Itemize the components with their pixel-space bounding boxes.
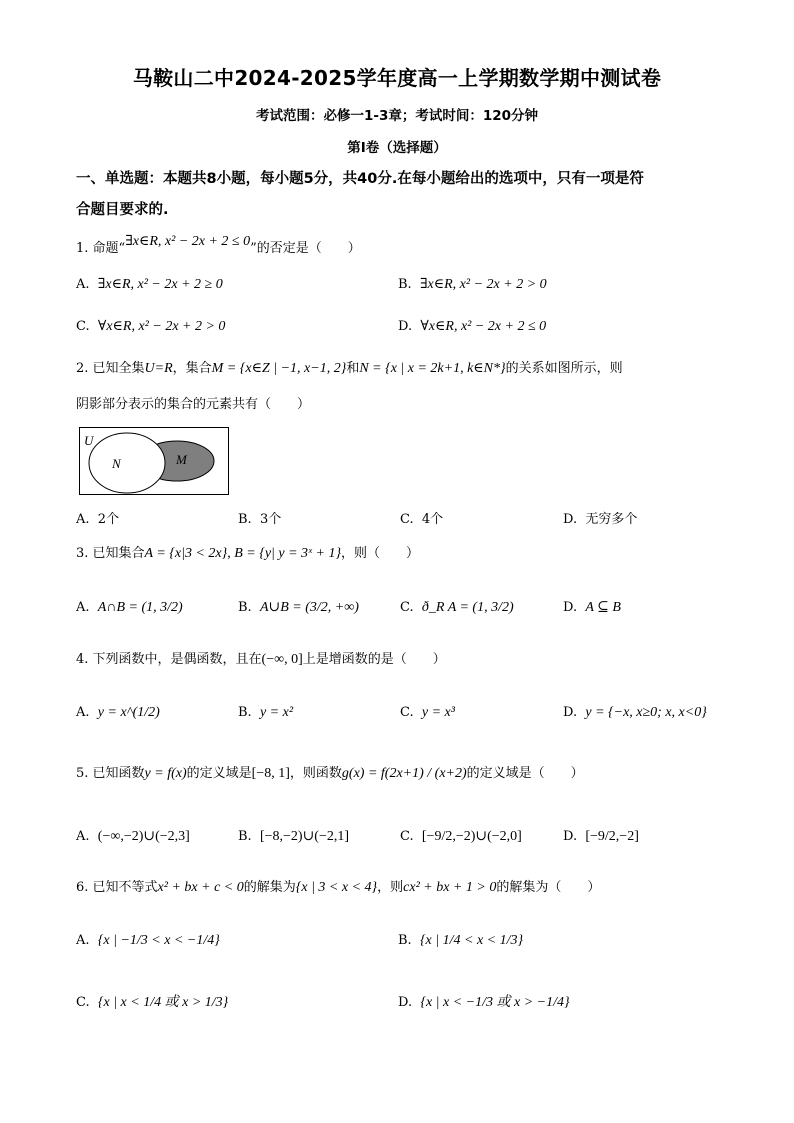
q3-option-c-label: C. — [400, 600, 414, 615]
q6-option-c — [76, 994, 228, 1012]
q5-option-d-text: [−9/2,−2] — [585, 829, 639, 844]
q2-option-a-text: 2个 — [97, 512, 120, 527]
q5-option-c-text: [−9/2,−2)∪(−2,0] — [421, 829, 522, 844]
q6-option-d-label: D. — [398, 995, 413, 1010]
q3-option-d-text: A ⊆ B — [585, 600, 621, 615]
q6-suffix: 的解集为（ ） — [496, 880, 601, 895]
venn-label-u: U — [84, 433, 94, 448]
q5-option-b-label: B. — [238, 829, 252, 844]
q2-option-d-label: D. — [563, 512, 578, 527]
q1-option-c-label: C. — [76, 319, 90, 334]
question-2-stem-line1 — [76, 360, 623, 378]
q6-option-b — [398, 932, 523, 950]
q6-option-d-text: {x | x < −1/3 或 x > −1/4} — [420, 995, 570, 1010]
q2-option-d-text: 无穷多个 — [585, 512, 638, 527]
q4-option-d — [563, 704, 707, 722]
section-heading-line1: 一、单选题：本题共8小题，每小题5分，共40分.在每小题给出的选项中，只有一项是符 — [76, 171, 644, 187]
q3-option-b-text: A∪B = (3/2, +∞) — [259, 600, 359, 615]
section-heading-line2: 合题目要求的. — [76, 202, 169, 218]
q3-prefix: 3. 已知集合 — [76, 546, 145, 561]
q1-option-b-label: B. — [398, 277, 412, 292]
q6-option-c-label: C. — [76, 995, 90, 1010]
q2-mid1: ，集合 — [172, 361, 212, 376]
q4-option-b-text: y = x² — [259, 705, 294, 720]
question-1-stem — [76, 234, 361, 258]
q6-option-a-text: {x | −1/3 < x < −1/4} — [97, 933, 220, 948]
question-2-stem-line2: 阴影部分表示的集合的元素共有（ ） — [76, 397, 311, 412]
q6-mid1: 的解集为 — [243, 880, 296, 895]
q2-set-n: N = {x | x = 2k+1, k∈N*} — [359, 361, 506, 376]
q4-interval: (−∞, 0] — [261, 652, 303, 667]
q5-option-a-text: (−∞,−2)∪(−2,3] — [97, 829, 190, 844]
q1-stem-math: ∃x∈R, x² − 2x + 2 ≤ 0 — [125, 234, 251, 249]
q6-option-d — [398, 994, 570, 1012]
q2-mid2: 和 — [346, 361, 360, 376]
q2-option-b-text: 3个 — [259, 512, 282, 527]
q3-set-b: B = {y| y = 3ˣ + 1} — [234, 546, 342, 561]
q1-option-d-text: ∀x∈R, x² − 2x + 2 ≤ 0 — [420, 319, 547, 334]
question-6-stem — [76, 879, 600, 897]
question-5-stem — [76, 765, 584, 783]
q6-mid2: ，则 — [377, 880, 404, 895]
q2-universal: U=R — [144, 361, 173, 376]
q5-option-b-text: [−8,−2)∪(−2,1] — [259, 829, 350, 844]
q4-option-c — [400, 704, 455, 722]
q5-prefix: 5. 已知函数 — [76, 766, 145, 781]
q3-set-a: A = {x|3 < 2x} — [144, 546, 228, 561]
q1-option-c-text: ∀x∈R, x² − 2x + 2 > 0 — [97, 319, 226, 334]
q1-option-c — [76, 318, 225, 336]
q3-option-a — [76, 599, 183, 617]
q1-option-b-text: ∃x∈R, x² − 2x + 2 > 0 — [419, 277, 547, 292]
q6-option-b-label: B. — [398, 933, 412, 948]
venn-label-n: N — [112, 456, 121, 471]
q4-option-a — [76, 704, 160, 722]
q5-option-c-label: C. — [400, 829, 414, 844]
q6-inequality: x² + bx + c < 0 — [157, 880, 244, 895]
venn-label-m: M — [176, 452, 187, 467]
q5-option-d-label: D. — [563, 829, 578, 844]
q5-option-a-label: A. — [76, 829, 90, 844]
q5-domain: [−8, 1] — [251, 766, 290, 781]
q2-option-c — [400, 511, 443, 529]
q2-option-a — [76, 511, 119, 529]
q1-option-d — [398, 318, 546, 336]
q2-option-c-text: 4个 — [421, 512, 444, 527]
q4-option-c-label: C. — [400, 705, 414, 720]
q2-option-d — [563, 511, 637, 529]
q2-option-c-label: C. — [400, 512, 414, 527]
q3-option-a-text: A∩B = (1, 3/2) — [97, 600, 183, 615]
question-4-stem — [76, 651, 446, 669]
q3-option-a-label: A. — [76, 600, 90, 615]
q1-prefix: 1. 命题“ — [76, 241, 126, 256]
q2-set-m: M = {x∈Z | −1, x−1, 2} — [211, 361, 347, 376]
q4-option-d-text: y = {−x, x≥0; x, x<0} — [585, 705, 707, 720]
q6-option-b-text: {x | 1/4 < x < 1/3} — [419, 933, 524, 948]
q2-prefix: 2. 已知全集 — [76, 361, 145, 376]
q4-option-a-label: A. — [76, 705, 90, 720]
q2-suffix: 的关系如图所示，则 — [505, 361, 623, 376]
q3-option-d-label: D. — [563, 600, 578, 615]
q1-option-a-label: A. — [76, 277, 90, 292]
q6-prefix: 6. 已知不等式 — [76, 880, 158, 895]
venn-set-n-circle — [89, 433, 165, 493]
q1-option-b — [398, 276, 547, 294]
q3-option-c-text: ð_R A = (1, 3/2) — [421, 600, 514, 615]
q4-option-b — [238, 704, 293, 722]
q5-option-c — [400, 828, 522, 846]
q5-option-b — [238, 828, 349, 846]
q1-option-a — [76, 276, 223, 294]
q6-option-a — [76, 932, 220, 950]
q5-option-a — [76, 828, 190, 846]
venn-diagram — [79, 427, 229, 495]
q2-option-b — [238, 511, 281, 529]
q2-option-a-label: A. — [76, 512, 90, 527]
q1-option-a-text: ∃x∈R, x² − 2x + 2 ≥ 0 — [97, 277, 223, 292]
q1-suffix: ”的否定是（ ） — [250, 241, 361, 256]
q4-option-b-label: B. — [238, 705, 252, 720]
q3-suffix: ，则（ ） — [341, 546, 420, 561]
q3-option-b — [238, 599, 359, 617]
q3-option-b-label: B. — [238, 600, 252, 615]
q4-option-a-text: y = x^(1/2) — [97, 705, 160, 720]
q3-option-d — [563, 599, 621, 617]
q4-option-d-label: D. — [563, 705, 578, 720]
q5-mid1: 的定义域是 — [186, 766, 252, 781]
q6-option-c-text: {x | x < 1/4 或 x > 1/3} — [97, 995, 229, 1010]
q1-option-d-label: D. — [398, 319, 413, 334]
q4-suffix: 上是增函数的是（ ） — [302, 652, 446, 667]
q3-option-c — [400, 599, 514, 617]
question-3-stem: 3. 已知集合A = {x|3 < 2x}, B = {y| y = 3ˣ + 1}，则（ ） — [76, 546, 420, 561]
q5-function-g: g(x) = f(2x+1) / (x+2) — [341, 766, 467, 781]
q5-mid2: ，则函数 — [289, 766, 342, 781]
q6-solution-set: {x | 3 < x < 4} — [295, 880, 378, 895]
q6-inequality2: cx² + bx + 1 > 0 — [403, 880, 497, 895]
q6-option-a-label: A. — [76, 933, 90, 948]
q5-suffix: 的定义域是（ ） — [466, 766, 584, 781]
exam-title: 马鞍山二中2024-2025学年度高一上学期数学期中测试卷 — [132, 66, 662, 90]
q4-option-c-text: y = x³ — [421, 705, 455, 720]
q2-option-b-label: B. — [238, 512, 252, 527]
q5-option-d — [563, 828, 639, 846]
q5-function-f: y = f(x) — [144, 766, 187, 781]
q4-prefix: 4. 下列函数中，是偶函数，且在 — [76, 652, 262, 667]
volume-heading: 第I卷（选择题） — [347, 140, 447, 156]
exam-scope: 考试范围：必修一1-3章；考试时间：120分钟 — [255, 108, 539, 124]
